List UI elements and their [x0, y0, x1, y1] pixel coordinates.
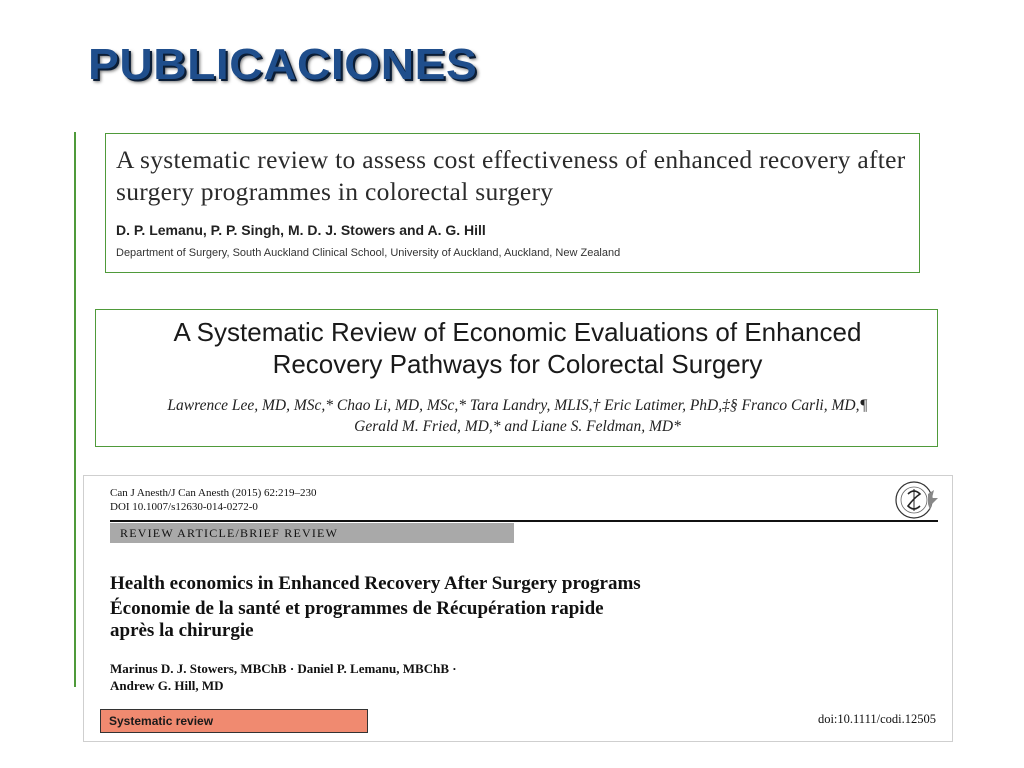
publication-card-3	[83, 475, 953, 742]
pub3-authors-line-2: Andrew G. Hill, MD	[110, 678, 224, 693]
pub2-authors	[96, 395, 939, 437]
pub1-title: A systematic review to assess cost effectiveness of enhanced recovery after surgery programmes in colorectal surgery	[116, 145, 906, 206]
side-accent-line	[74, 132, 76, 687]
pub3-title-fr	[110, 598, 850, 642]
pub1-authors: D. P. Lemanu, P. P. Singh, M. D. J. Stowers and A. G. Hill	[116, 222, 486, 238]
pub3-title-fr-line-1: Économie de la santé et programmes de Récupération rapide	[110, 598, 604, 619]
pub3-authors-line-1: Marinus D. J. Stowers, MBChB · Daniel P. Lemanu, MBChB ·	[110, 661, 457, 676]
society-seal-icon	[886, 480, 942, 520]
pub2-title-line-2: Recovery Pathways for Colorectal Surgery	[272, 349, 763, 379]
publication-card-1	[105, 133, 920, 273]
slide-title: PUBLICACIONES	[88, 40, 478, 89]
publication-card-2	[95, 309, 938, 447]
pub3-doi-line: DOI 10.1007/s12630-014-0272-0	[110, 501, 258, 513]
pub2-authors-line-1: Lawrence Lee, MD, MSc,* Chao Li, MD, MSc,* Tara Landry, MLIS,† Eric Latimer, PhD,‡§ Franco Carli, MD,¶	[167, 397, 868, 414]
pub3-doi: doi:10.1111/codi.12505	[817, 712, 936, 726]
pub2-title-line-1: A Systematic Review of Economic Evaluations of Enhanced	[173, 317, 862, 347]
pub3-journal-info	[110, 486, 317, 514]
pub3-title-en: Health economics in Enhanced Recovery After Surgery programs	[110, 573, 641, 594]
pub3-journal: Can J Anesth/J Can Anesth (2015) 62:219–230	[110, 487, 317, 499]
pub3-authors	[110, 660, 457, 694]
systematic-review-tag: Systematic review	[100, 709, 368, 733]
pub3-section-label: REVIEW ARTICLE/BRIEF REVIEW	[110, 523, 514, 543]
pub1-affiliation: Department of Surgery, South Auckland Clinical School, University of Auckland, Auckland, New Zealand	[116, 247, 621, 259]
pub3-title-fr-line-2: après la chirurgie	[110, 620, 254, 641]
pub2-authors-line-2: Gerald M. Fried, MD,* and Liane S. Feldman, MD*	[354, 418, 681, 435]
pub2-title	[96, 316, 939, 380]
header-rule	[110, 520, 938, 522]
